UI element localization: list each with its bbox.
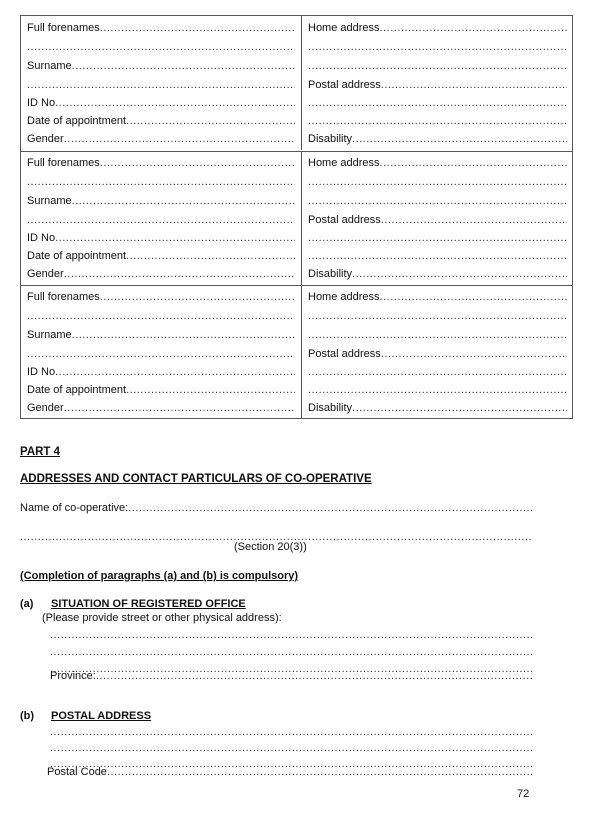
- section-title: ADDRESSES AND CONTACT PARTICULARS OF CO-OPERATIVE: [20, 473, 372, 485]
- section-reference: (Section 20(3)): [234, 541, 307, 553]
- full-forenames-continuation[interactable]: [27, 175, 295, 189]
- home-address-continuation[interactable]: [308, 40, 567, 54]
- full-forenames-continuation[interactable]: [27, 309, 295, 323]
- surname-field[interactable]: Surname .....: [27, 194, 295, 208]
- postal-address-field[interactable]: Postal address .....: [308, 213, 567, 227]
- director-personal-column: [21, 152, 302, 285]
- postal-address-line[interactable]: [50, 725, 532, 739]
- home-address-continuation[interactable]: [308, 59, 567, 73]
- page-number: 72: [517, 788, 530, 800]
- id-no-field[interactable]: ID No .....: [27, 231, 295, 245]
- directors-table: [20, 15, 573, 419]
- postal-address-continuation[interactable]: [308, 96, 567, 110]
- disability-field[interactable]: Disability .....: [308, 267, 567, 281]
- surname-field[interactable]: Surname .....: [27, 328, 295, 342]
- postal-address-line[interactable]: [50, 741, 532, 755]
- id-no-field[interactable]: ID No .....: [27, 96, 295, 110]
- gender-field[interactable]: Gender .....: [27, 132, 295, 146]
- surname-continuation[interactable]: [27, 213, 295, 227]
- director-block-2: [21, 151, 572, 285]
- home-address-continuation[interactable]: [308, 328, 567, 342]
- date-of-appointment-field[interactable]: Date of appointment .....: [27, 114, 295, 128]
- director-personal-column: [21, 16, 302, 150]
- postal-address-continuation[interactable]: [308, 249, 567, 263]
- director-address-column: [302, 152, 573, 285]
- director-address-column: [302, 286, 573, 419]
- postal-address-field[interactable]: Postal address .....: [308, 78, 567, 92]
- disability-field[interactable]: Disability .....: [308, 132, 567, 146]
- surname-continuation[interactable]: [27, 78, 295, 92]
- registered-office-heading: SITUATION OF REGISTERED OFFICE: [51, 598, 246, 610]
- full-forenames-field[interactable]: Full forenames .....: [27, 290, 295, 304]
- province-field[interactable]: Province: .....: [50, 669, 532, 683]
- paragraph-a-marker: (a): [20, 598, 34, 610]
- director-block-3: [21, 285, 572, 419]
- postal-address-field[interactable]: Postal address .....: [308, 347, 567, 361]
- surname-field[interactable]: Surname .....: [27, 59, 295, 73]
- part-heading: PART 4: [20, 446, 61, 458]
- home-address-field[interactable]: Home address .....: [308, 156, 567, 170]
- home-address-continuation[interactable]: [308, 309, 567, 323]
- disability-field[interactable]: Disability .....: [308, 401, 567, 415]
- home-address-continuation[interactable]: [308, 194, 567, 208]
- postal-address-continuation[interactable]: [308, 383, 567, 397]
- cooperative-name-field[interactable]: Name of co-operative: .....: [20, 501, 532, 515]
- registered-office-line[interactable]: [50, 645, 532, 659]
- full-forenames-field[interactable]: Full forenames .....: [27, 21, 295, 35]
- date-of-appointment-field[interactable]: Date of appointment .....: [27, 383, 295, 397]
- surname-continuation[interactable]: [27, 347, 295, 361]
- full-forenames-continuation[interactable]: [27, 40, 295, 54]
- registered-office-hint: (Please provide street or other physical address):: [42, 612, 282, 624]
- postal-address-heading: POSTAL ADDRESS: [51, 710, 152, 722]
- date-of-appointment-field[interactable]: Date of appointment .....: [27, 249, 295, 263]
- home-address-field[interactable]: Home address .....: [308, 290, 567, 304]
- gender-field[interactable]: Gender .....: [27, 267, 295, 281]
- gender-field[interactable]: Gender .....: [27, 401, 295, 415]
- home-address-continuation[interactable]: [308, 175, 567, 189]
- postal-address-continuation[interactable]: [308, 114, 567, 128]
- postal-address-continuation[interactable]: [308, 231, 567, 245]
- director-block-1: [21, 16, 572, 150]
- id-no-field[interactable]: ID No .....: [27, 365, 295, 379]
- postal-code-field[interactable]: Postal Code .....: [47, 765, 532, 779]
- postal-address-continuation[interactable]: [308, 365, 567, 379]
- full-forenames-field[interactable]: Full forenames .....: [27, 156, 295, 170]
- home-address-field[interactable]: Home address .....: [308, 21, 567, 35]
- compulsory-note: (Completion of paragraphs (a) and (b) is compulsory): [20, 570, 299, 582]
- registered-office-line[interactable]: [50, 628, 532, 642]
- director-address-column: [302, 16, 573, 150]
- paragraph-b-marker: (b): [20, 710, 35, 722]
- director-personal-column: [21, 286, 302, 419]
